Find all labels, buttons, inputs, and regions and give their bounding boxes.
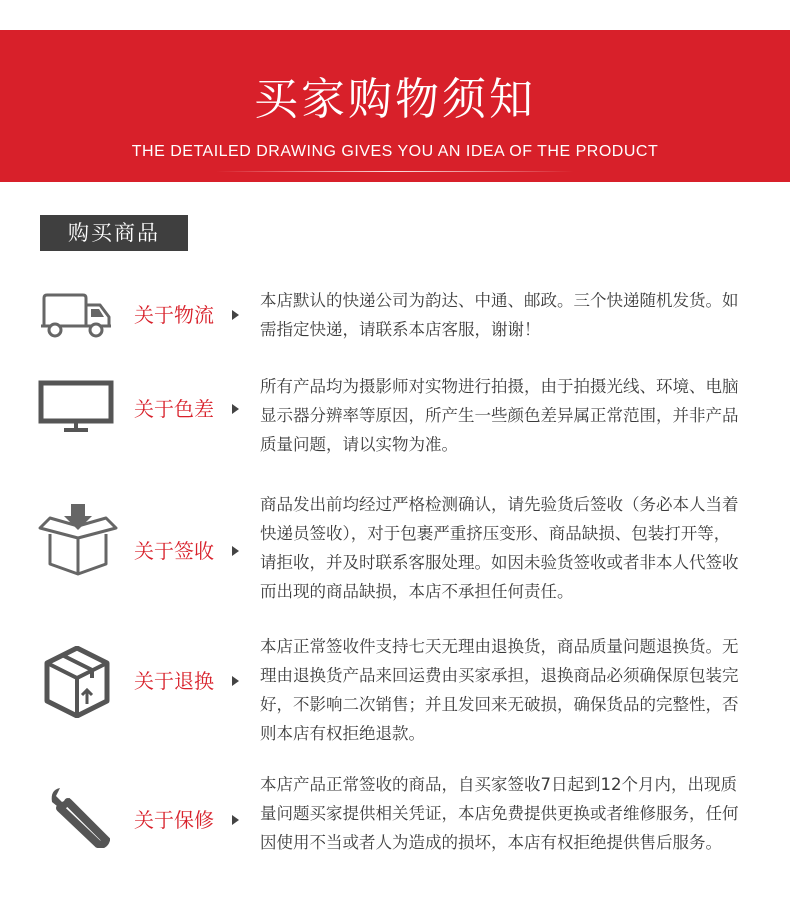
label-logistics: 关于物流: [134, 303, 214, 327]
info-row-color: [0, 372, 790, 462]
desc-warranty: 本店产品正常签收的商品，自买家签收7日起到12个月内，出现质量问题买家提供相关凭证，本店免费提供更换或者维修服务，任何因使用不当或者人为造成的损坏，本店有权拒绝提供售后服务。: [260, 775, 739, 852]
divider: [216, 171, 574, 172]
truck-icon: [38, 290, 114, 340]
label-color: 关于色差: [134, 397, 214, 421]
label-receipt: 关于签收: [134, 539, 214, 563]
label-returns: 关于退换: [134, 669, 214, 693]
arrow-right-icon: [232, 676, 239, 686]
desc-receipt: 商品发出前均经过严格检测确认，请先验货后签收（务必本人当着快递员签收），对于包裹严重挤压变形、商品缺损、包装打开等，请拒收，并及时联系客服处理。如因未验货签收或者非本人代签收而出现的商品缺损，本店不承担任何责任。: [260, 495, 739, 601]
label-warranty: 关于保修: [134, 808, 214, 832]
page-title: 买家购物须知: [254, 74, 536, 125]
info-row-returns: [0, 632, 790, 743]
info-row-receipt: [0, 490, 790, 614]
arrow-right-icon: [232, 404, 239, 414]
header-banner: [0, 30, 790, 182]
arrow-right-icon: [232, 310, 239, 320]
package-receive-icon: [38, 504, 118, 576]
arrow-right-icon: [232, 815, 239, 825]
desc-returns: 本店正常签收件支持七天无理由退换货，商品质量问题退换货。无理由退换货产品来回运费由买家承担，退换商品必须确保原包装完好，不影响二次销售；并且发回来无破损，确保货品的完整性，否则本店有权拒绝退款。: [260, 637, 739, 743]
return-box-icon: [44, 646, 110, 718]
section-title: 购买商品: [40, 215, 188, 251]
monitor-icon: [38, 380, 114, 432]
info-row-logistics: [0, 280, 790, 350]
desc-logistics: 本店默认的快递公司为韵达、中通、邮政。三个快递随机发货。如需指定快递，请联系本店客服，谢谢！: [260, 291, 739, 339]
page-subtitle: THE DETAILED DRAWING GIVES YOU AN IDEA OF THE PRODUCT: [131, 143, 659, 160]
arrow-right-icon: [232, 546, 239, 556]
wrench-icon: [48, 786, 110, 848]
info-row-warranty: [0, 770, 790, 870]
desc-color: 所有产品均为摄影师对实物进行拍摄，由于拍摄光线、环境、电脑显示器分辨率等原因，所产生一些颜色差异属正常范围，并非产品质量问题，请以实物为准。: [260, 377, 739, 454]
